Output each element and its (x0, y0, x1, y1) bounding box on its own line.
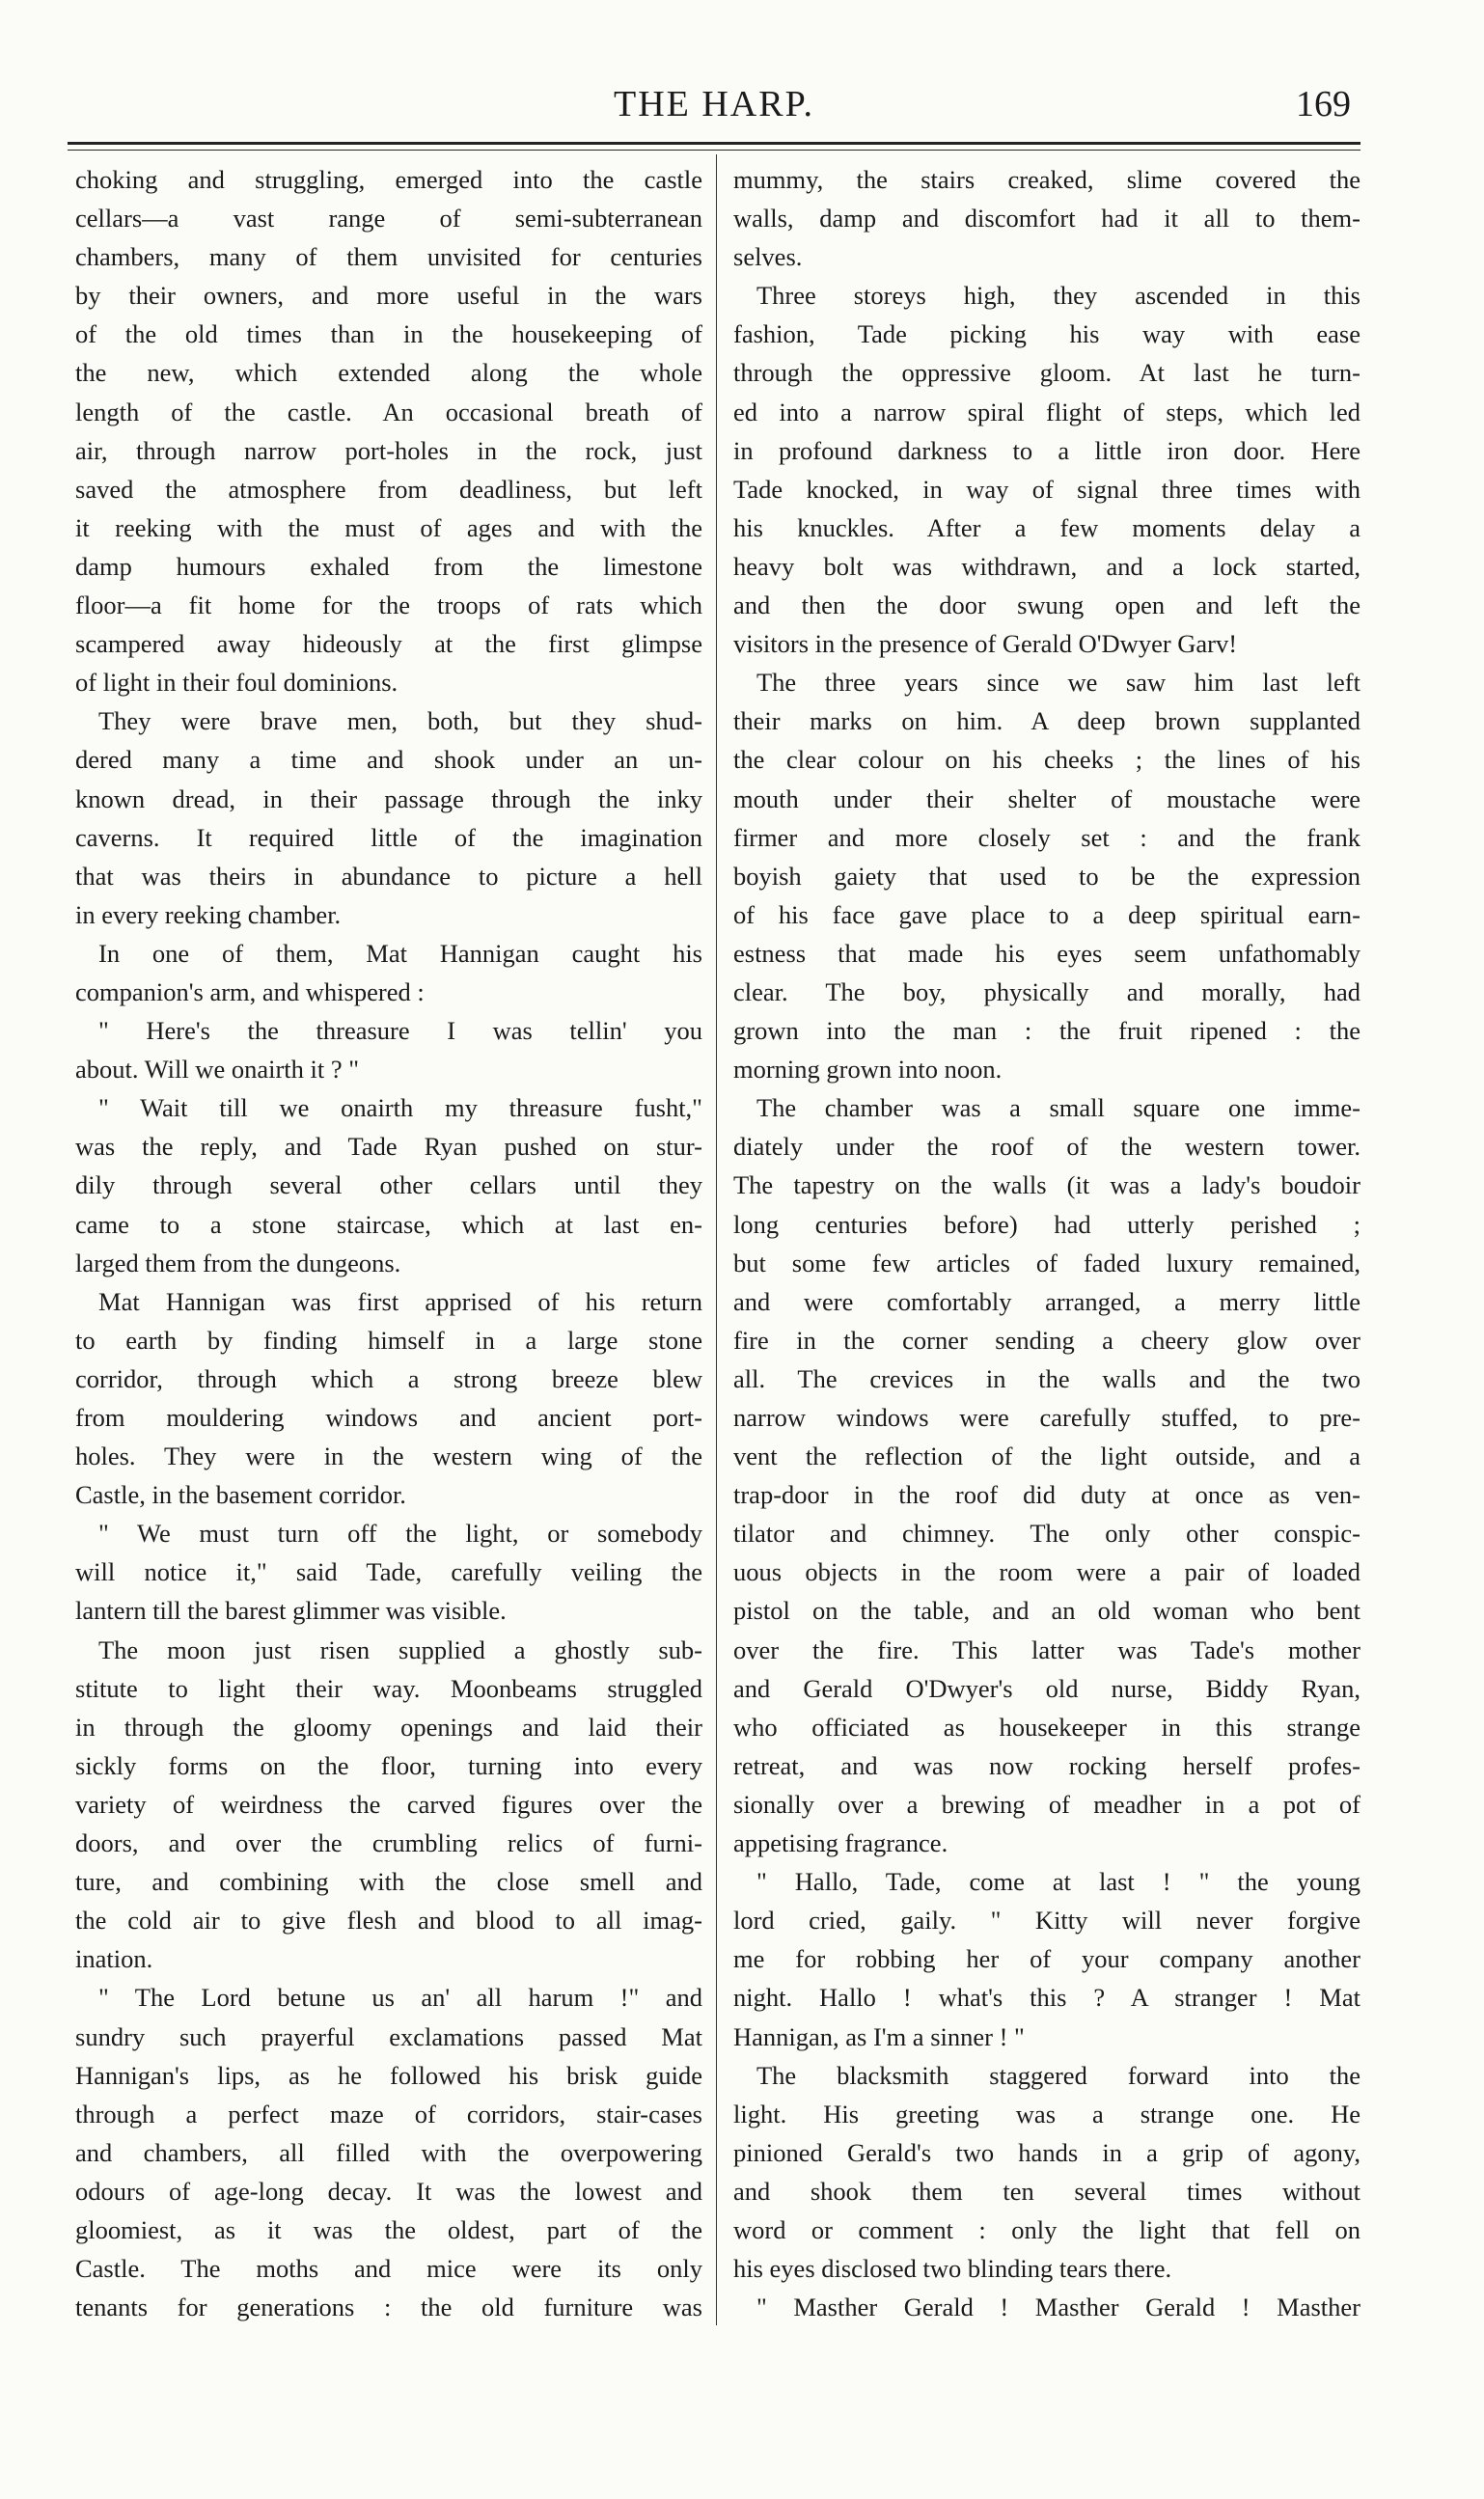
text-line: They were brave men, both, but they shud- (98, 706, 702, 736)
text-line: mummy, the stairs creaked, slime covered the (733, 165, 1360, 194)
text-line: Three storeys high, they ascended in this (756, 281, 1360, 311)
text-line: trap-door in the roof did duty at once as ven- (733, 1480, 1360, 1510)
text-line: choking and struggling, emerged into the castle (75, 165, 702, 194)
text-line: Castle, in the basement corridor. (75, 1480, 406, 1510)
text-line: sundry such prayerful exclamations passed Mat (75, 2021, 702, 2051)
text-line: known dread, in their passage through the inky (75, 783, 702, 813)
text-line: through a perfect maze of corridors, stair-cases (75, 2099, 702, 2128)
text-line: and Gerald O'Dwyer's old nurse, Biddy Ryan, (733, 1673, 1360, 1703)
text-line: cellars—a vast range of semi-subterranean (75, 204, 702, 233)
text-line: appetising fragrance. (733, 1828, 948, 1858)
text-line: will notice it," said Tade, carefully veiling the (75, 1557, 702, 1587)
text-line: doors, and over the crumbling relics of furni- (75, 1828, 702, 1858)
text-line: in every reeking chamber. (75, 899, 342, 929)
text-line: fire in the corner sending a cheery glow over (733, 1325, 1360, 1355)
text-line: variety of weirdness the carved figures over the (75, 1789, 702, 1819)
running-title: THE HARP. (613, 84, 815, 124)
text-line: Mat Hannigan was first apprised of his return (98, 1286, 702, 1316)
text-line: the new, which extended along the whole (75, 358, 702, 388)
text-line: Tade knocked, in way of signal three times with (733, 474, 1360, 504)
text-line: ination. (75, 1944, 153, 1974)
text-line: chambers, many of them unvisited for centuries (75, 242, 702, 272)
text-line: in through the gloomy openings and laid their (75, 1712, 702, 1742)
text-line: visitors in the presence of Gerald O'Dwyer Garv! (733, 629, 1238, 659)
text-line: holes. They were in the western wing of the (75, 1442, 702, 1471)
text-line: selves. (733, 242, 803, 272)
text-line: sickly forms on the floor, turning into every (75, 1750, 702, 1780)
text-line: over the fire. This latter was Tade's mother (733, 1634, 1360, 1664)
text-line: of the old times than in the housekeeping of (75, 319, 702, 349)
text-line: companion's arm, and whispered : (75, 976, 425, 1006)
text-line: length of the castle. An occasional breath of (75, 397, 702, 426)
text-line: walls, damp and discomfort had it all to them- (733, 204, 1360, 233)
text-line: light. His greeting was a strange one. He (733, 2099, 1360, 2128)
text-line: that was theirs in abundance to picture a hell (75, 861, 702, 891)
text-line: their marks on him. A deep brown supplanted (733, 706, 1360, 736)
text-line: The blacksmith staggered forward into the (756, 2060, 1360, 2090)
text-line: tilator and chimney. The only other conspic- (733, 1519, 1360, 1549)
text-line: In one of them, Mat Hannigan caught his (98, 938, 702, 968)
text-line: " We must turn off the light, or somebody (98, 1519, 702, 1549)
column-divider (716, 154, 717, 2325)
text-line: ed into a narrow spiral flight of steps, which led (733, 397, 1360, 426)
text-line: lord cried, gaily. " Kitty will never forgive (733, 1906, 1360, 1936)
text-line: estness that made his eyes seem unfathomably (733, 938, 1360, 968)
page-number: 169 (1296, 84, 1351, 124)
text-line: pistol on the table, and an old woman who bent (733, 1596, 1360, 1626)
text-line: " Masther Gerald ! Masther Gerald ! Masther (756, 2293, 1360, 2322)
text-line: of his face gave place to a deep spiritual earn- (733, 899, 1360, 929)
text-line: but some few articles of faded luxury remained, (733, 1248, 1360, 1277)
text-line: lantern till the barest glimmer was visible. (75, 1596, 507, 1626)
text-line: of light in their foul dominions. (75, 668, 398, 698)
text-line: The tapestry on the walls (it was a lady's boudoir (733, 1170, 1360, 1200)
text-line: the clear colour on his cheeks ; the lines of his (733, 745, 1360, 775)
text-line: morning grown into noon. (733, 1055, 1003, 1085)
header-rule-thick (68, 142, 1360, 145)
text-line: in profound darkness to a little iron door. Here (733, 435, 1360, 465)
text-line: came to a stone staircase, which at last en- (75, 1209, 702, 1239)
text-line: vent the reflection of the light outside, and a (733, 1442, 1360, 1471)
text-line: uous objects in the room were a pair of loaded (733, 1557, 1360, 1587)
text-line: grown into the man : the fruit ripened : the (733, 1016, 1360, 1046)
text-line: was the reply, and Tade Ryan pushed on stur- (75, 1132, 702, 1162)
text-line: scampered away hideously at the first glimpse (75, 629, 702, 659)
page-header (68, 83, 1360, 141)
text-line: Hannigan, as I'm a sinner ! " (733, 2021, 1025, 2051)
text-line: retreat, and was now rocking herself profes- (733, 1750, 1360, 1780)
text-line: from mouldering windows and ancient port- (75, 1403, 702, 1432)
text-line: Castle. The moths and mice were its only (75, 2254, 702, 2284)
text-line: and chambers, all filled with the overpowering (75, 2137, 702, 2167)
text-line: all. The crevices in the walls and the two (733, 1363, 1360, 1393)
text-line: his eyes disclosed two blinding tears there. (733, 2254, 1172, 2284)
text-line: me for robbing her of your company another (733, 1944, 1360, 1974)
text-line: mouth under their shelter of moustache were (733, 783, 1360, 813)
text-line: The chamber was a small square one imme- (756, 1093, 1360, 1123)
text-line: The moon just risen supplied a ghostly sub- (98, 1634, 702, 1664)
text-line: ture, and combining with the close smell and (75, 1867, 702, 1897)
text-line: the cold air to give flesh and blood to all imag- (75, 1906, 702, 1936)
text-line: saved the atmosphere from deadliness, but left (75, 474, 702, 504)
text-line: diately under the roof of the western tower. (733, 1132, 1360, 1162)
text-line: who officiated as housekeeper in this strange (733, 1712, 1360, 1742)
text-line: heavy bolt was withdrawn, and a lock started, (733, 551, 1360, 581)
text-line: boyish gaiety that used to be the expression (733, 861, 1360, 891)
text-line: " Hallo, Tade, come at last ! " the young (756, 1867, 1360, 1897)
text-line: stitute to light their way. Moonbeams struggled (75, 1673, 702, 1703)
text-line: larged them from the dungeons. (75, 1248, 401, 1277)
header-rule-thin (68, 150, 1360, 151)
text-line: The three years since we saw him last left (756, 668, 1360, 698)
text-line: to earth by finding himself in a large stone (75, 1325, 702, 1355)
text-line: air, through narrow port-holes in the rock, just (75, 435, 702, 465)
left-column (75, 160, 702, 2326)
text-line: Hannigan's lips, as he followed his brisk guide (75, 2060, 702, 2090)
text-line: " The Lord betune us an' all harum !" and (98, 1983, 702, 2013)
text-line: and then the door swung open and left the (733, 590, 1360, 620)
text-line: it reeking with the must of ages and with the (75, 512, 702, 542)
text-line: through the oppressive gloom. At last he turn- (733, 358, 1360, 388)
text-line: corridor, through which a strong breeze blew (75, 1363, 702, 1393)
text-line: and shook them ten several times without (733, 2176, 1360, 2206)
text-line: tenants for generations : the old furniture was (75, 2293, 702, 2322)
text-line: night. Hallo ! what's this ? A stranger ! Mat (733, 1983, 1360, 2013)
text-line: caverns. It required little of the imagination (75, 822, 702, 852)
right-column (733, 160, 1360, 2326)
text-line: his knuckles. After a few moments delay a (733, 512, 1360, 542)
text-line: pinioned Gerald's two hands in a grip of agony, (733, 2137, 1360, 2167)
text-line: sionally over a brewing of meadher in a pot of (733, 1789, 1360, 1819)
text-line: and were comfortably arranged, a merry little (733, 1286, 1360, 1316)
text-line: dily through several other cellars until they (75, 1170, 702, 1200)
text-line: about. Will we onairth it ? " (75, 1055, 360, 1085)
text-line: odours of age-long decay. It was the lowest and (75, 2176, 702, 2206)
text-line: dered many a time and shook under an un- (75, 745, 702, 775)
text-line: gloomiest, as it was the oldest, part of the (75, 2214, 702, 2244)
text-line: damp humours exhaled from the limestone (75, 551, 702, 581)
text-line: fashion, Tade picking his way with ease (733, 319, 1360, 349)
text-line: " Here's the threasure I was tellin' you (98, 1016, 702, 1046)
text-line: clear. The boy, physically and morally, had (733, 976, 1360, 1006)
text-line: firmer and more closely set : and the frank (733, 822, 1360, 852)
text-line: word or comment : only the light that fell on (733, 2214, 1360, 2244)
text-line: long centuries before) had utterly perished ; (733, 1209, 1360, 1239)
text-line: " Wait till we onairth my threasure fusht," (98, 1093, 702, 1123)
text-line: narrow windows were carefully stuffed, to pre- (733, 1403, 1360, 1432)
text-line: by their owners, and more useful in the wars (75, 281, 702, 311)
text-line: floor—a fit home for the troops of rats which (75, 590, 702, 620)
